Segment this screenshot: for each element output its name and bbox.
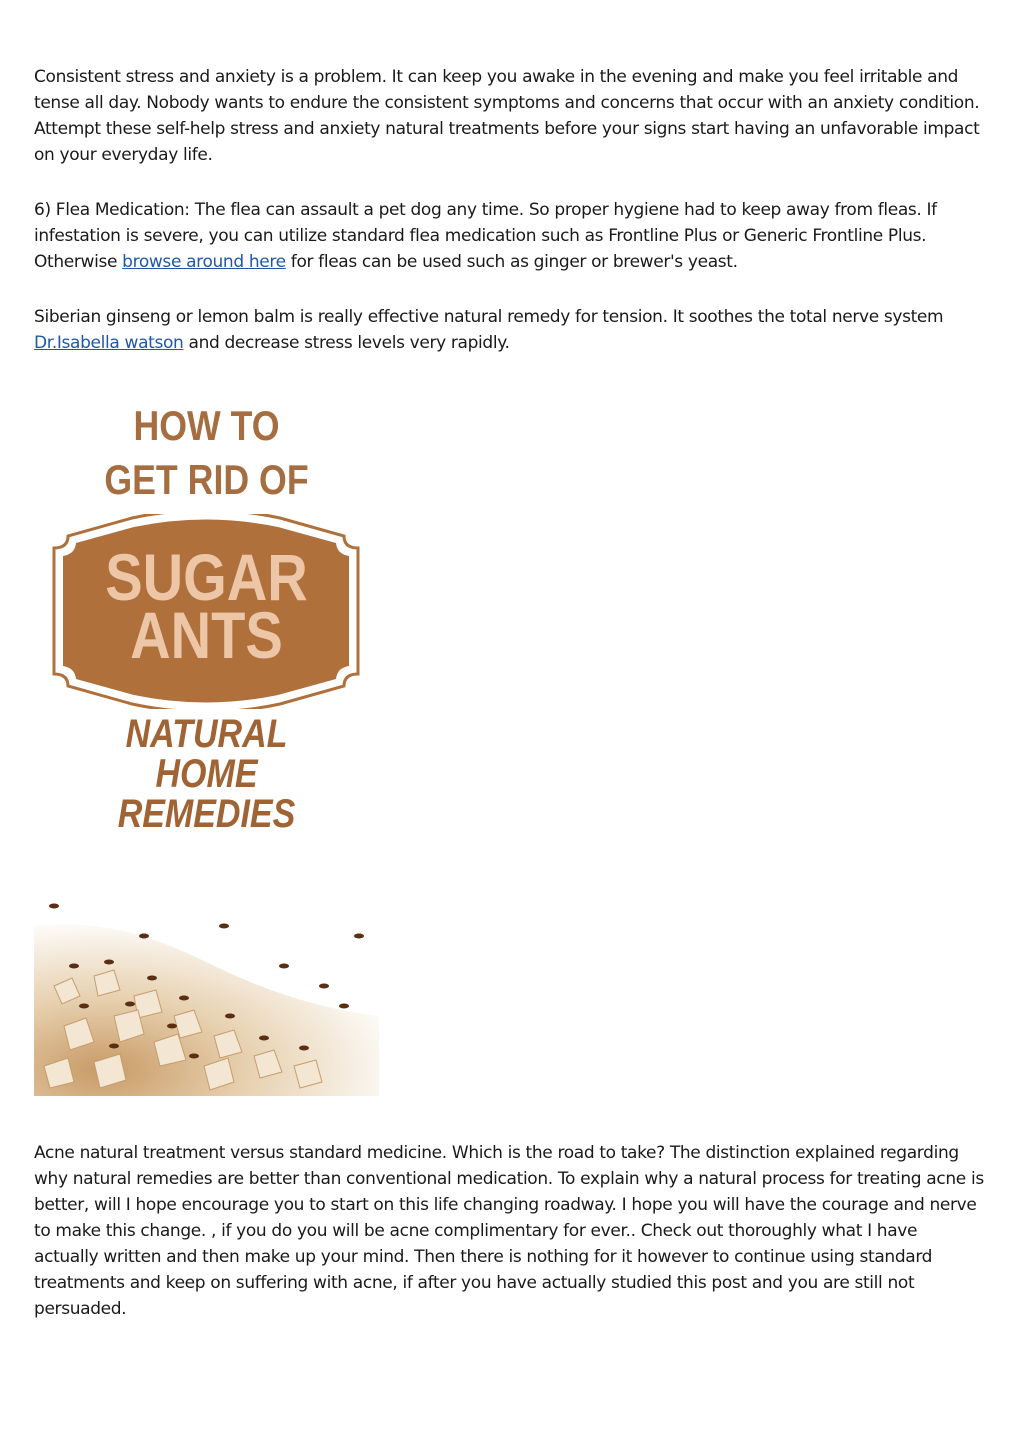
ginseng-text-before: Siberian ginseng or lemon balm is really effective natural remedy for tension. It soothes the total nerve system xyxy=(34,307,944,327)
article-body xyxy=(34,64,984,1351)
paragraph-siberian-ginseng xyxy=(34,304,984,356)
flea-text-before: 6) Flea Medication: The flea can assault a pet dog any time. So proper hygiene had to keep away from fleas. If infestation is severe, you can utilize standard flea medication such as Frontline Plus or Generic Frontline Plus. Otherwise xyxy=(34,200,937,272)
figure-sign-sugar: SUGAR xyxy=(105,540,308,614)
figure-line-how-to: HOW TO xyxy=(133,402,280,449)
dr-isabella-watson-link[interactable]: Dr.Isabella watson xyxy=(34,333,184,353)
figure-sign-ants: ANTS xyxy=(130,598,283,672)
figure-line-get-rid-of: GET RID OF xyxy=(104,456,309,503)
paragraph-acne-treatment: Acne natural treatment versus standard medicine. Which is the road to take? The distinction explained regarding why natural remedies are better than conventional medication. To explain why a natural process for treating acne is better, will I hope encourage you to start on this life changing roadway. I hope you will have the courage and nerve to make this change. , if you do you will be acne complimentary for ever.. Check out thoroughly what I have actually written and then make up your mind. Then there is nothing for it however to continue using standard treatments and keep on suffering with acne, if after you have actually studied this post and you are still not persuaded. xyxy=(34,1143,984,1319)
figure-line-home: HOME xyxy=(155,752,258,796)
browse-around-here-link[interactable]: browse around here xyxy=(122,252,286,272)
paragraph-flea-medication xyxy=(34,197,984,275)
figure-line-natural: NATURAL xyxy=(125,712,288,756)
sugar-ants-photo xyxy=(34,866,379,1096)
ginseng-text-after: and decrease stress levels very rapidly. xyxy=(183,333,510,353)
flea-text-after: for fleas can be used such as ginger or brewer's yeast. xyxy=(285,252,738,272)
paragraph-stress-anxiety: Consistent stress and anxiety is a problem. It can keep you awake in the evening and make you feel irritable and tense all day. Nobody wants to endure the consistent symptoms and concerns that occur with an anxiety condition. Attempt these self-help stress and anxiety natural treatments before your signs start having an unfavorable impact on your everyday life. xyxy=(34,67,980,165)
figure-line-remedies: REMEDIES xyxy=(117,792,296,836)
sugar-ants-infographic xyxy=(34,404,379,1104)
